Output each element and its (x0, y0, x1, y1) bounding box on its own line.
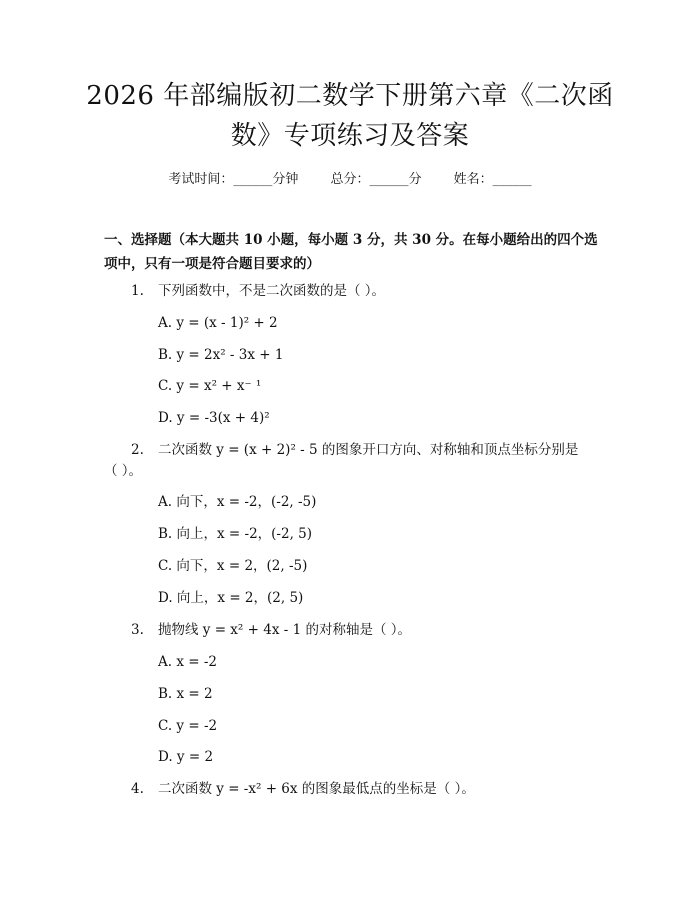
question-text: 抛物线 y = x² + 4x - 1 的对称轴是（ ）。 (158, 622, 411, 638)
total-score-field: 总分：______分 (330, 172, 422, 187)
student-name-field: 姓名：______ (453, 172, 532, 187)
exam-time-field: 考试时间：______分钟 (168, 172, 299, 187)
option-b: B. 向上，x = -2，(-2, 5) (158, 526, 313, 542)
document-title: 2026 年部编版初二数学下册第六章《二次函数》专项练习及答案 (86, 81, 614, 151)
question-number: 4. (131, 781, 144, 797)
question-number: 1. (131, 283, 144, 299)
section-heading: 一、选择题（本大题共 10 小题，每小题 3 分，共 30 分。在每小题给出的四个选项中，只有一项是符合题目要求的） (104, 232, 598, 272)
option-a: A. x = -2 (158, 654, 217, 670)
option-a: A. y = (x - 1)² + 2 (158, 315, 278, 331)
option-b: B. x = 2 (158, 686, 213, 702)
option-b: B. y = 2x² - 3x + 1 (158, 347, 284, 363)
option-c: C. y = -2 (158, 718, 218, 734)
question-text-continued: （ ）。 (104, 463, 143, 479)
option-d: D. y = 2 (158, 749, 214, 765)
option-c: C. 向下，x = 2，(2, -5) (158, 558, 308, 574)
option-d: D. 向上，x = 2，(2, 5) (158, 590, 304, 606)
question-text: 二次函数 y = -x² + 6x 的图象最低点的坐标是（ ）。 (158, 781, 475, 797)
question-text: 下列函数中，不是二次函数的是（ ）。 (158, 283, 386, 299)
option-a: A. 向下，x = -2，(-2, -5) (158, 494, 317, 510)
exam-meta (0, 168, 700, 187)
question-number: 3. (131, 622, 144, 638)
question-number: 2. (131, 442, 144, 458)
option-d: D. y = -3(x + 4)² (158, 410, 270, 426)
option-c: C. y = x² + x⁻ ¹ (158, 378, 262, 394)
question-text: 二次函数 y = (x + 2)² - 5 的图象开口方向、对称轴和顶点坐标分别是 (158, 442, 579, 458)
